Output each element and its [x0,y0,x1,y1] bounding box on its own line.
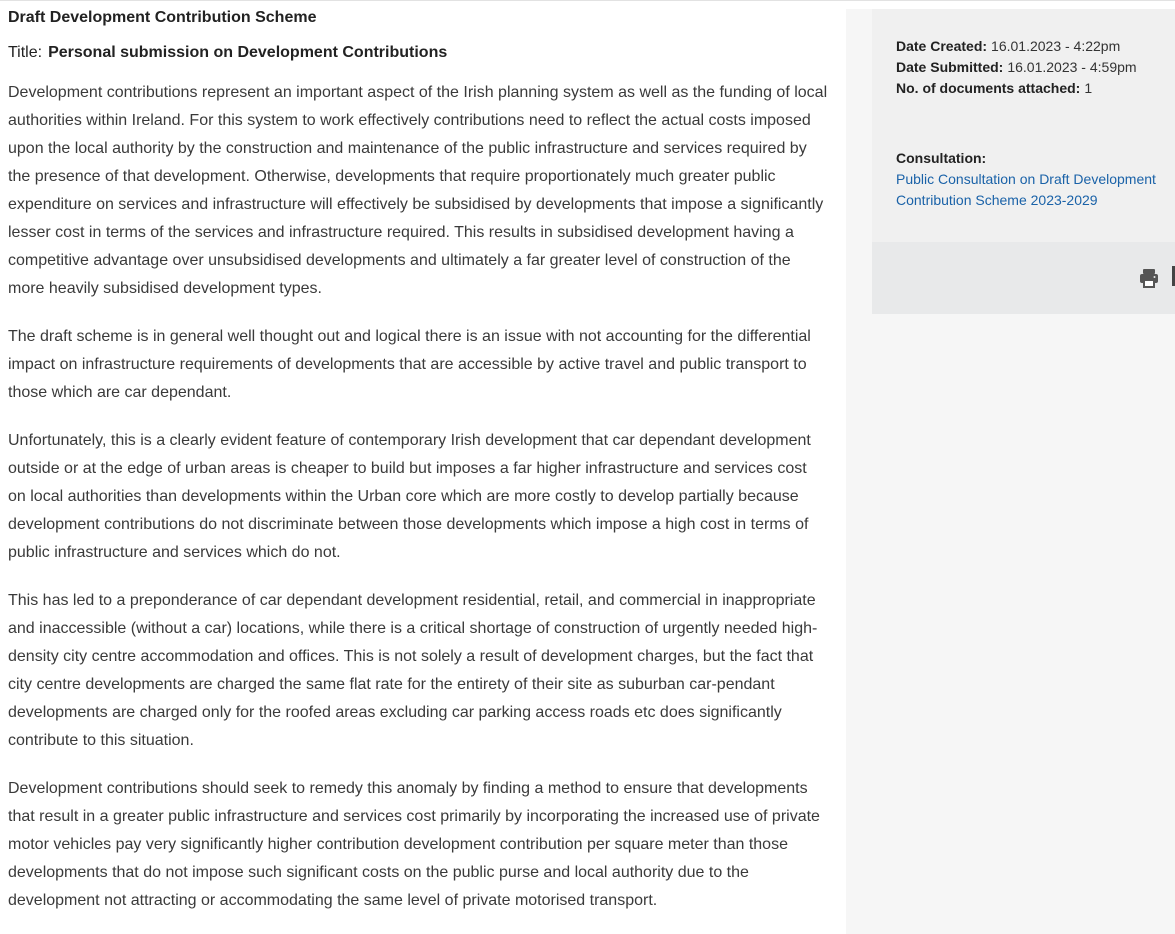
consultation-label: Consultation: [896,150,987,166]
date-created-value: 16.01.2023 - 4:22pm [991,38,1121,54]
consultation [896,148,1175,211]
submission-meta [872,9,1175,242]
submission-body [8,79,828,915]
date-created-label: Date Created: [896,38,988,54]
body-paragraph-4: This has led to a preponderance of car dependant development residential, retail, and commercial in inappropriate and inaccessible (without a car) locations, while there is a critical shortage of construction of urgently needed high-density city centre accommodation and offices. This is not solely a result of development charges, but the fact that city centre developments are charged the same flat rate for the entirety of their site as suburban car-pendant developments are charged only for the roofed areas excluding car parking access roads etc does significantly contribute to this situation. [8,592,818,749]
title-label: Title: [8,44,43,61]
documents-label: No. of documents attached: [896,80,1081,96]
date-created-row [896,36,1137,57]
body-paragraph-3: Unfortunately, this is a clearly evident feature of contemporary Irish development that car dependant development outside or at the edge of urban areas is cheaper to build but imposes a far higher infrastructure and services cost on local authorities than developments within the Urban core which are more costly to develop partially because development contributions do not discriminate between those developments which impose a high cost in terms of public infrastructure and services which do not. [8,432,811,561]
print-icon[interactable] [1138,267,1160,289]
title-value: Personal submission on Development Contributions [48,44,448,61]
submission-main [8,7,828,934]
documents-row [896,78,1137,99]
sidebar [846,9,1175,934]
meta-rows [896,36,1137,99]
body-paragraph-5: Development contributions should seek to remedy this anomaly by finding a method to ensure that developments that result in a greater public infrastructure and services cost primarily by incorporating the increased use of private motor vehicles pay very significantly higher contribution development contribution per square meter than those developments that do not impose such significant costs on the public purse and local authority due to the development not attracting or accommodating the same level of private motorised transport. [8,780,820,909]
date-submitted-label: Date Submitted: [896,59,1004,75]
submission-title [8,42,828,64]
body-paragraph-1: Development contributions represent an important aspect of the Irish planning system as well as the funding of local authorities within Ireland. For this system to work effectively contributions need to reflect the actual costs imposed upon the local authority by the construction and maintenance of the public infrastructure and services required by the presence of that development. Otherwise, developments that require proportionately much greater public expenditure on services and infrastructure will effectively be subsidised by developments that impose a significantly lesser cost in terms of the services and infrastructure required. This results in subsidised development having a competitive advantage over unsubsidised developments and ultimately a far greater level of construction of the more heavily subsidised development types. [8,84,828,297]
body-paragraph-2: The draft scheme is in general well thought out and logical there is an issue with not accounting for the differential impact on infrastructure requirements of developments that are accessible by active travel and public transport to those which are car dependant. [8,328,811,401]
action-bar [872,242,1175,314]
consultation-link[interactable]: Public Consultation on Draft Development Contribution Scheme 2023-2029 [896,171,1156,208]
date-submitted-value: 16.01.2023 - 4:59pm [1007,59,1137,75]
scheme-title: Draft Development Contribution Scheme [8,9,317,26]
documents-value: 1 [1084,80,1093,96]
date-submitted-row [896,57,1137,78]
